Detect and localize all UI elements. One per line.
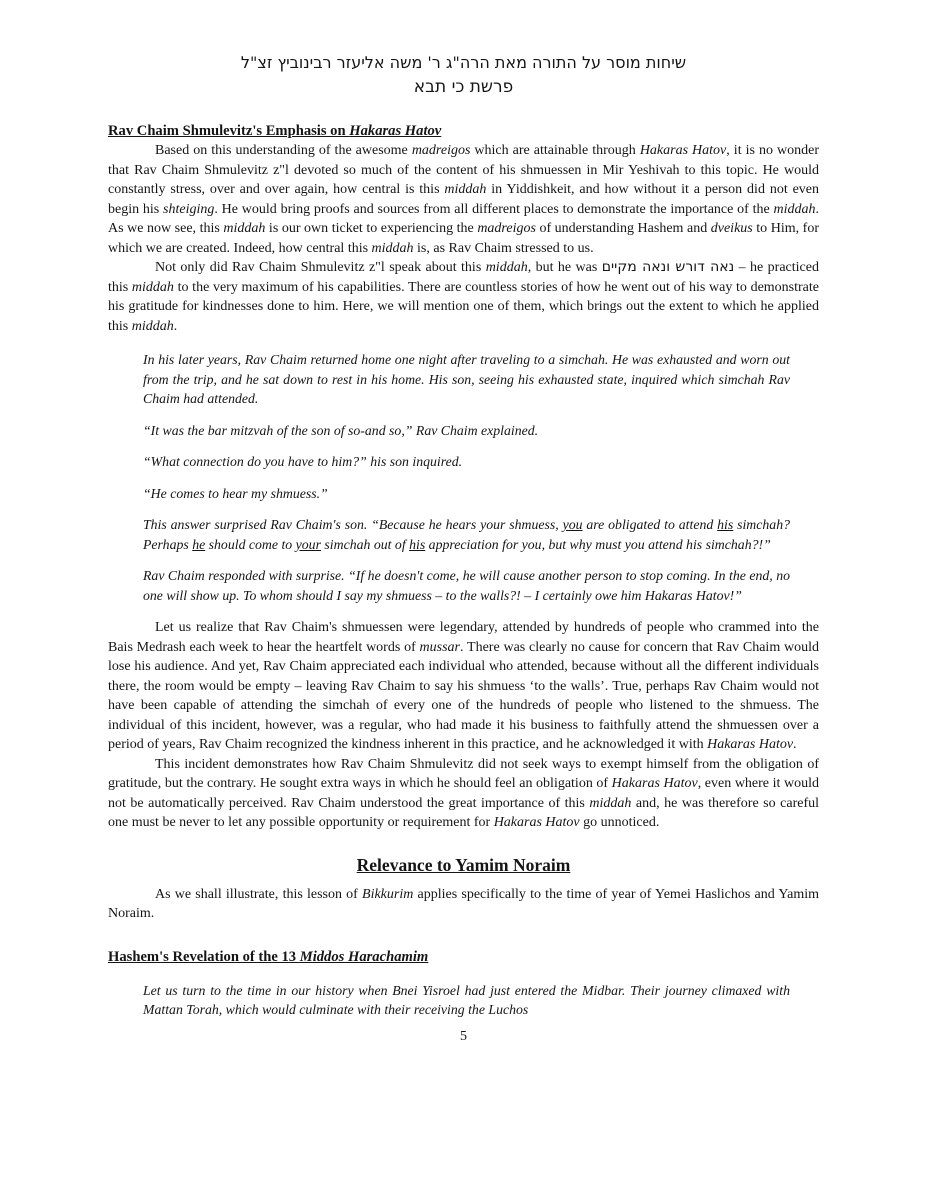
body-paragraph-5: As we shall illustrate, this lesson of Bikkurim applies specifically to the time of year of Yemei Haslichos and Yamim Noraim. — [108, 886, 819, 921]
story-quote-1: In his later years, Rav Chaim returned home one night after traveling to a simchah. He was exhausted and worn out from the trip, and he sat down to rest in his home. His son, seeing his exhausted state, inquired which simchah Rav Chaim had attended. — [143, 352, 790, 406]
story-quote-2: “It was the bar mitzvah of the son of so-and so,” Rav Chaim explained. — [143, 422, 539, 438]
story-quote-7: Let us turn to the time in our history when Bnei Yisroel had just entered the Midbar. Their journey climaxed with Mattan Torah, which would culminate with their receiving the Luchos — [143, 982, 790, 1017]
section-heading-relevance: Relevance to Yamim Noraim — [356, 854, 571, 875]
body-paragraph-3: Let us realize that Rav Chaim's shmuessen were legendary, attended by hundreds of people who crammed into the Bais Medrash each week to hear the heartfelt words of mussar. There was clearly no cause for concern that Rav Chaim would lose his audience. And yet, Rav Chaim appreciated each individual who attended, because without all the different individuals there, the room would be empty – leaving Rav Chaim to say his shmuess ‘to the walls’. True, perhaps Rav Chaim would not have been capable of attending the simchah of every one of the hundreds of people who listened to the shmuess. The individual of this incident, however, was a regular, who had made it his business to faithfully attend the shmuessen over a period of years, Rav Chaim recognized the kindness inherent in this practice, and he acknowledged it with Hakaras Hatov. — [108, 620, 819, 752]
hebrew-parsha-title: פרשת כי תבא — [413, 77, 514, 97]
body-paragraph-2: Not only did Rav Chaim Shmulevitz z"l speak about this middah, but he was נאה דורש ונאה מקיים – he practiced this middah to the very maximum of his capabilities. There are countless stories of how he went out of his way to demonstrate his gratitude for kindnesses done to him. Here, we will mention one of them, which brings out the extent to which he applied this middah. — [108, 259, 819, 334]
section-heading-middos: Hashem's Revelation of the 13 Middos Harachamim — [108, 948, 429, 965]
page-number: 5 — [460, 1028, 467, 1044]
section-heading-emphasis: Rav Chaim Shmulevitz's Emphasis on Hakaras Hatov — [108, 123, 442, 139]
hebrew-document-title: שיחות מוסר על התורה מאת הרה"ג ר' משה אליעזר רבינוביץ זצ"ל — [240, 53, 687, 72]
story-quote-4: “He comes to hear my shmuess.” — [143, 485, 328, 501]
story-quote-3: “What connection do you have to him?” his son inquired. — [143, 454, 463, 469]
story-quote-6: Rav Chaim responded with surprise. “If he doesn't come, he will cause another person to stop coming. In the end, no one will show up. To whom should I say my shmuess – to the walls?! – I certainly owe him Hakaras Hatov!” — [143, 568, 790, 603]
body-paragraph-4: This incident demonstrates how Rav Chaim Shmulevitz did not seek ways to exempt himself from the obligation of gratitude, but the contrary. He sought extra ways in which he should feel an obligation of Hakaras Hatov, even where it would not be automatically perceived. Rav Chaim understood the great importance of this middah and, he was therefore so careful one must be never to let any possible opportunity or requirement for Hakaras Hatov go unnoticed. — [108, 756, 820, 830]
body-paragraph-1: Based on this understanding of the awesome madreigos which are attainable through Hakaras Hatov, it is no wonder that Rav Chaim Shmulevitz z"l devoted so much of the content of his shmuessen in Mir Yeshivah to this topic. He would constantly stress, over and over again, how central is this middah in Yiddishkeit, and how without it a person did not even begin his shteiging. He would bring proofs and sources from all different places to demonstrate the importance of the middah. As we now see, this middah is our own ticket to experiencing the madreigos of understanding Hashem and dveikus to Him, for which we are created. Indeed, how central this middah is, as Rav Chaim stressed to us. — [108, 143, 819, 256]
story-quote-5: This answer surprised Rav Chaim's son. “Because he hears your shmuess, you are obligated to attend his simchah? Perhaps he should come to your simchah out of his appreciation for you, but why must you attend his simchah?!” — [143, 517, 790, 552]
